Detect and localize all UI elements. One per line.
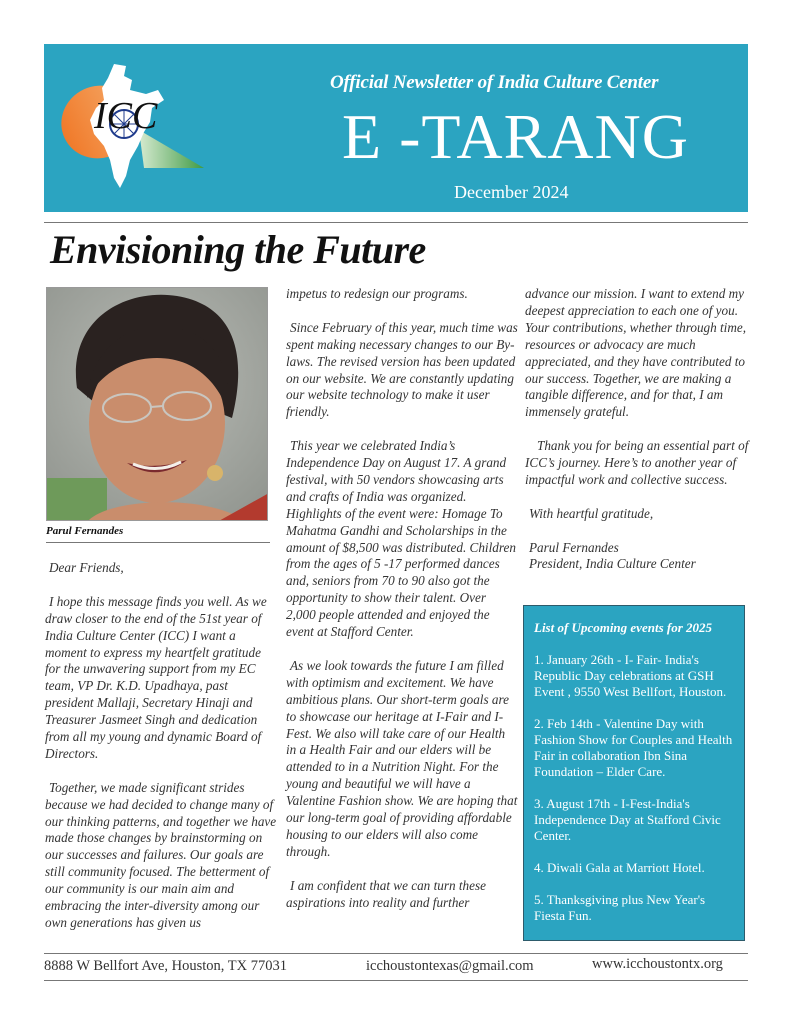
- newsletter-banner: [44, 44, 748, 212]
- article-paragraph: As we look towards the future I am filled with optimism and excitement. We have ambitious plans. Our short-term goals are to showcase our heritage at I-Fair and I-Fest. We also will take care of our Health in a Health Fair and our elders will be attended to in a Nutrition Night. For the young and beautiful we will have a Valentine Fashion show. We are hoping that our long-term goal of providing affordable housing to our elders will also come through.: [286, 657, 518, 859]
- article-paragraph: Since February of this year, much time was spent making necessary changes to our By-laws. The revised version has been updated on our website. We are constantly updating our website technology to make it user friendly.: [286, 319, 518, 420]
- article-paragraph: Together, we made significant strides because we had decided to change many of our thinking patterns, and together we have made those changes by brainstorming on our successes and failures. Our goals are still community focused. The betterment of our community is our main aim and embracing the inter-diversity among our own generations has given us: [45, 779, 277, 930]
- greeting: Dear Friends,: [49, 560, 124, 575]
- article-paragraph: advance our mission. I want to extend my deepest appreciation to each one of you. Your contributions, whether through time, resources or advocacy are much appreciated, and they have contributed to our success. Together, we are making a tangible difference, and for that, I am immensely grateful.: [525, 286, 747, 420]
- icc-logo: [54, 60, 204, 196]
- footer-address: 8888 W Bellfort Ave, Houston, TX 77031: [44, 958, 288, 974]
- article-column-3: [525, 286, 755, 590]
- event-item: 1. January 26th - I- Fair- India's Republic Day celebrations at GSH Event , 9550 West Bellfort, Houston.: [534, 652, 727, 699]
- article-column-1: [45, 560, 277, 949]
- event-item: 5. Thanksgiving plus New Year's Fiesta Fun.: [534, 892, 706, 923]
- header-divider: [44, 222, 748, 223]
- footer-email-link[interactable]: icchoustontexas@gmail.com: [366, 958, 534, 974]
- article-paragraph: I hope this message finds you well. As we draw closer to the end of the 51st year of India Culture Center (ICC) I want a moment to express my heartfelt gratitude for the unwavering support from my EC team, VP Dr. K.D. Upadhaya, past president Mallaji, Secretary Hinaji and Treasurer Jasmeet Singh and dedication from all my young and dynamic Board of Directors.: [45, 593, 267, 761]
- footer-top-divider: [44, 953, 748, 954]
- event-item: 2. Feb 14th - Valentine Day with Fashion Show for Couples and Health Fair in collaboration Ibn Sina Foundation – Elder Care.: [534, 716, 733, 779]
- signature-name: Parul Fernandes: [529, 539, 619, 555]
- closing: With heartful gratitude,: [529, 505, 654, 521]
- footer-bottom-divider: [44, 980, 748, 981]
- article-column-2: [286, 286, 518, 928]
- president-photo: [46, 287, 268, 521]
- newsletter-subtitle: Official Newsletter of India Culture Center: [330, 72, 659, 93]
- caption-divider: [46, 542, 270, 543]
- footer-website-link[interactable]: www.icchoustontx.org: [592, 956, 723, 972]
- article-paragraph: impetus to redesign our programs.: [286, 286, 468, 301]
- signature-title: President, India Culture Center: [529, 556, 696, 572]
- article-paragraph: I am confident that we can turn these aspirations into reality and further: [286, 877, 486, 910]
- event-item: 4. Diwali Gala at Marriott Hotel.: [534, 860, 705, 875]
- photo-caption: Parul Fernandes: [46, 525, 124, 537]
- issue-date: December 2024: [454, 182, 569, 202]
- events-title: List of Upcoming events for 2025: [534, 620, 713, 635]
- svg-text:ICC: ICC: [94, 95, 158, 137]
- article-paragraph: This year we celebrated India’s Independence Day on August 17. A grand festival, with 50 vendors showcasing arts and crafts of India was organized. Highlights of the event were: Homage To Mahatma Gandhi and Scholarships in the amount of $8,500 was distributed. Children from the ages of 5 -17 performed dances and, seniors from 70 to 90 also got the opportunity to show their talent. Over 2,000 people attended and enjoyed the event at Stafford Center.: [286, 438, 516, 640]
- article-paragraph: Thank you for being an essential part of ICC’s journey. Here’s to another year of impactful work and collective success.: [525, 438, 749, 487]
- upcoming-events-box: [523, 605, 745, 941]
- article-headline: Envisioning the Future: [50, 227, 426, 272]
- event-item: 3. August 17th - I-Fest-India's Independence Day at Stafford Civic Center.: [534, 796, 721, 843]
- newsletter-title: E -TARANG: [342, 101, 689, 172]
